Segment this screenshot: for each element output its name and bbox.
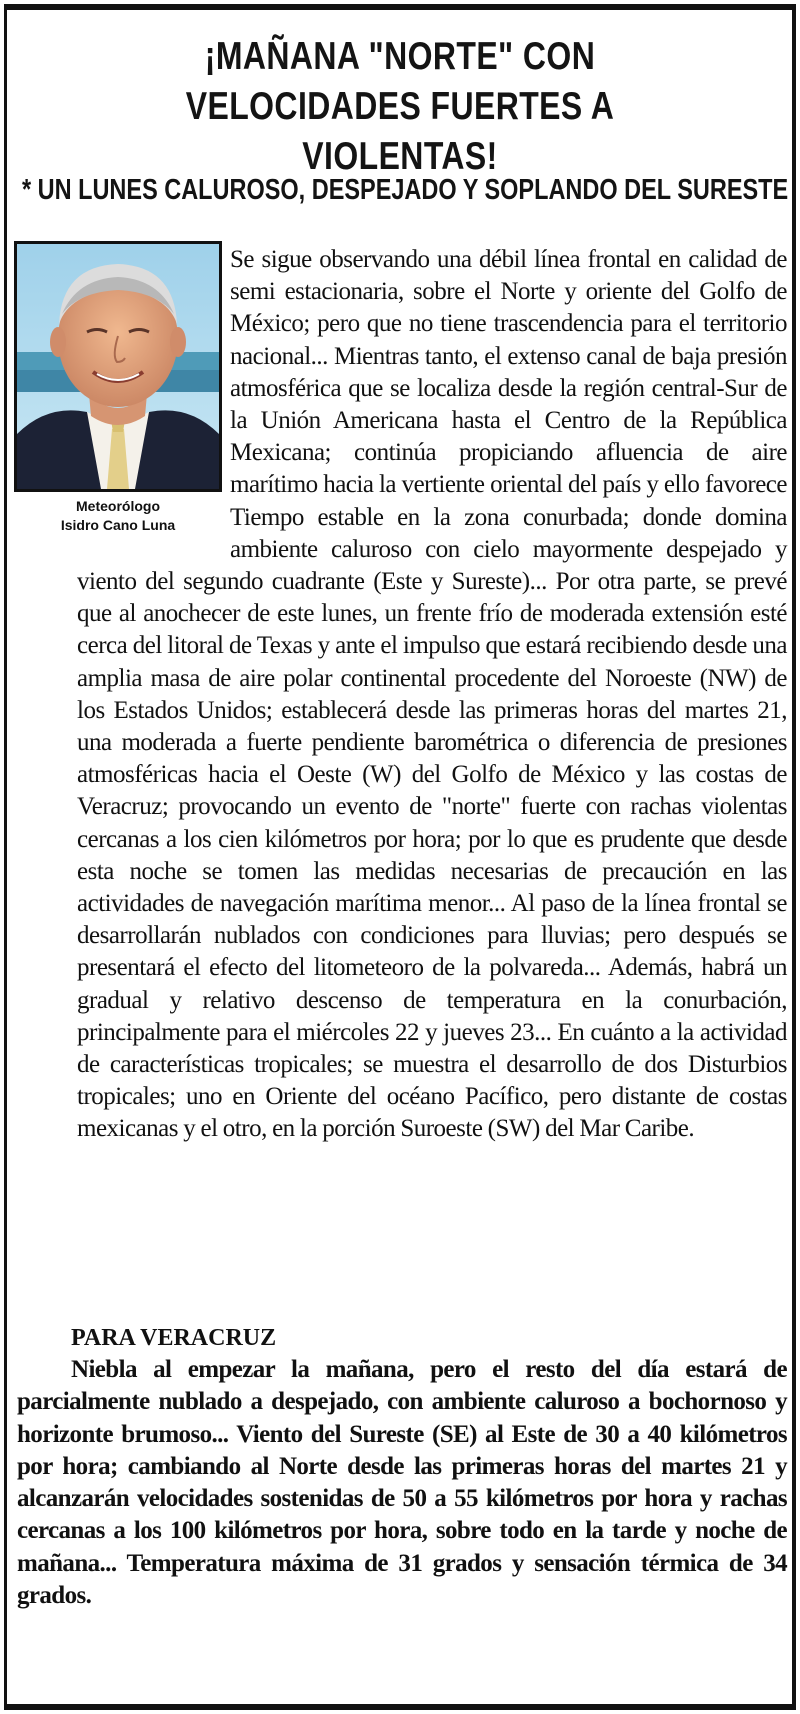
forecast-section — [17, 1322, 787, 1612]
photo-wrap-spacer — [17, 244, 230, 544]
section-body — [17, 1354, 787, 1612]
section-text: Niebla al empezar la mañana, pero el resto del día estará de parcialmente nublado a despejado, con ambiente caluroso a bochornoso y horizonte brumoso... Viento del Sureste (SE) al Este de 30 a 40 kilómetros por hora; cambiando al Norte desde las primeras horas del martes 21 y alcanzarán velocidades sostenidas de 50 a 55 kilómetros por hora y rachas cercanas a los 100 kilómetros por hora, sobre todo en la tarde y noche de mañana... Temperatura máxima de 31 grados y sensación térmica de 34 grados. — [17, 1356, 787, 1610]
subheadline: * UN LUNES CALUROSO, DESPEJADO Y SOPLANDO DEL SURESTE — [22, 174, 789, 206]
body-text: Se sigue observando una débil línea frontal en calidad de semi estacionaria, sobre el Norte y oriente del Golfo de México; pero que no tiene trascendencia para el territorio nacional... Mientras tanto, el extenso canal de baja presión atmosférica que se localiza desde la región central-Sur de la Unión Americana hasta el Centro de la República Mexicana; continúa propiciando afluencia de aire marítimo hacia la vertiente oriental del país y ello favorece Tiempo estable en la zona conurbada; donde domina ambiente caluroso con cielo mayormente despejado y viento del segundo cuadrante (Este y Sureste)... Por otra parte, se prevé que al anochecer de este lunes, un frente frío de moderada extensión esté cerca del litoral de Texas y ante el impulso que estará recibiendo desde una amplia masa de aire polar continental procedente del Noroeste (NW) de los Estados Unidos; establecerá desde las primeras horas del martes 21, una moderada a fuerte pendiente barométrica o diferencia de presiones atmosféricas hacia el Oeste (W) del Golfo de México y las costas de Veracruz; provocando un evento de "norte" fuerte con rachas violentas cercanas a los cien kilómetros por hora; por lo que es prudente que desde esta noche se tomen las medidas necesarias de precaución en las actividades de navegación marítima menor... Al paso de la línea frontal se desarrollarán nublados con condiciones para lluvias; pero después se presentará el efecto del litometeoro de la polvareda... Además, habrá un gradual y relativo descenso de temperatura en la conurbación, principalmente para el miércoles 22 y jueves 23... En cuánto a la actividad de características tropicales; se muestra el desarrollo de dos Disturbios tropicales; uno en Oriente del océano Pacífico, pero distante de costas mexicanas y el otro, en la porción Suroeste (SW) del Mar Caribe. — [77, 246, 787, 1143]
headline: ¡MAÑANA "NORTE" CON VELOCIDADES FUERTES A VIOLENTAS! — [185, 35, 615, 178]
caption-name: Isidro Cano Luna — [60, 517, 176, 533]
section-indent — [17, 1356, 71, 1383]
caption-title: Meteorólogo — [76, 498, 160, 514]
section-title: PARA VERACRUZ — [71, 1325, 277, 1351]
article-body — [17, 244, 787, 1146]
